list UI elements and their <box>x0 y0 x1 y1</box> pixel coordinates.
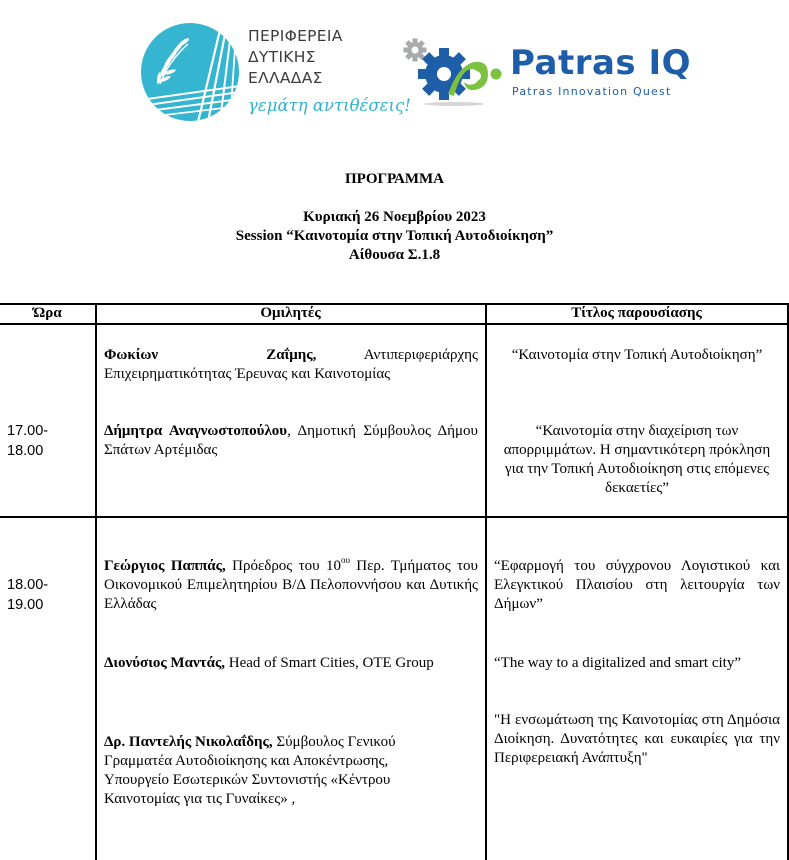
speaker-entry <box>104 654 478 673</box>
speaker-name: Δήμητρα Αναγνωστοπούλου <box>104 423 288 439</box>
speaker-entry <box>104 346 478 384</box>
presentation-title: "Η ενσωμάτωση της Καινοτομίας στη Δημόσια Διοίκηση. Δυνατότητες και ευκαιρίες για την Περιφερειακή Ανάπτυξη" <box>494 712 780 766</box>
speaker-name: Διονύσιος Μαντάς, <box>104 655 226 671</box>
speaker-role: Πρόεδρος του 10 <box>225 558 341 574</box>
table-border-right <box>787 303 789 860</box>
table-col-divider <box>485 303 487 860</box>
region-emblem-icon <box>140 22 240 122</box>
presentation-title: “Καινοτομία στην διαχείριση των απορριμμάτων. Η σημαντικότερη πρόκληση για την Τοπική Αυτοδιοίκηση στις επόμενες δεκαετίες” <box>503 423 771 496</box>
header-title: Τίτλος παρουσίασης <box>571 305 702 321</box>
patras-iq-logo <box>402 36 692 111</box>
region-name-line: ΠΕΡΙΦΕΡΕΙΑ <box>248 27 343 45</box>
table-header-divider <box>0 323 789 325</box>
patras-iq-name: Patras IQ <box>510 43 692 83</box>
presentation-title: “Εφαρμογή του σύγχρονου Λογιστικού και Ελεγκτικού Πλαισίου στη λειτουργία των Δήμων” <box>494 558 780 612</box>
speaker-role: Head of Smart Cities, OTE Group <box>225 655 434 671</box>
time-start: 18.00- <box>7 577 49 593</box>
patras-iq-tagline: Patras Innovation Quest <box>512 85 672 98</box>
header-time: Ώρα <box>33 305 62 321</box>
speaker-role: Περ. Τμήματος του Οικονομικού Επιμελητηρίου Β/Δ Πελοποννήσου και Δυτικής Ελλάδας <box>104 558 478 612</box>
time-end: 18.00 <box>7 443 44 459</box>
presentation-title: “The way to a digitalized and smart city” <box>494 655 741 671</box>
speaker-role: , Δημοτική Σύμβουλος Δήμου Σπάτων Αρτέμιδας <box>104 423 478 458</box>
ordinal-suffix: ου <box>340 555 350 565</box>
speaker-role: Αντιπεριφεριάρχης Επιχειρηματικότητας Έρευνας και Καινοτομίας <box>104 347 478 382</box>
time-slot <box>7 421 87 461</box>
header-speakers: Ομιλητές <box>260 305 321 321</box>
speaker-entry <box>104 422 478 460</box>
region-name <box>248 26 343 89</box>
time-start: 17.00- <box>7 423 49 439</box>
program-title: ΠΡΟΓΡΑΜΜΑ <box>345 171 444 187</box>
speaker-role: Σύμβουλος Γενικού Γραμματέα Αυτοδιοίκησης και Αποκέντρωσης, Υπουργείο Εσωτερικών Συντονιστής «Κέντρου Καινοτομίας για τις Γυναίκες» , <box>104 734 396 807</box>
session-name: Session “Καινοτομία στην Τοπική Αυτοδιοίκηση” <box>235 228 554 244</box>
region-slogan: γεμάτη αντιθέσεις! <box>248 96 411 115</box>
speaker-entry <box>104 557 478 614</box>
speaker-entry <box>104 733 444 809</box>
presentation-title: “Καινοτομία στην Τοπική Αυτοδιοίκηση” <box>511 347 763 363</box>
session-info <box>0 208 789 265</box>
time-end: 19.00 <box>7 597 44 613</box>
region-name-line: ΕΛΛΑΔΑΣ <box>248 69 323 87</box>
speaker-name: Δρ. Παντελής Νικολαΐδης, <box>104 734 273 750</box>
region-name-line: ΔΥΤΙΚΗΣ <box>248 48 316 66</box>
table-row-divider <box>0 516 789 518</box>
speaker-name: Φωκίων Ζαΐμης, <box>104 347 317 363</box>
table-col-divider <box>95 303 97 860</box>
session-room: Αίθουσα Σ.1.8 <box>348 247 441 263</box>
session-date: Κυριακή 26 Νοεμβρίου 2023 <box>303 209 486 225</box>
gears-icon <box>402 36 502 106</box>
speaker-name: Γεώργιος Παππάς, <box>104 558 226 574</box>
time-slot <box>7 575 87 615</box>
region-western-greece-logo <box>140 20 410 125</box>
